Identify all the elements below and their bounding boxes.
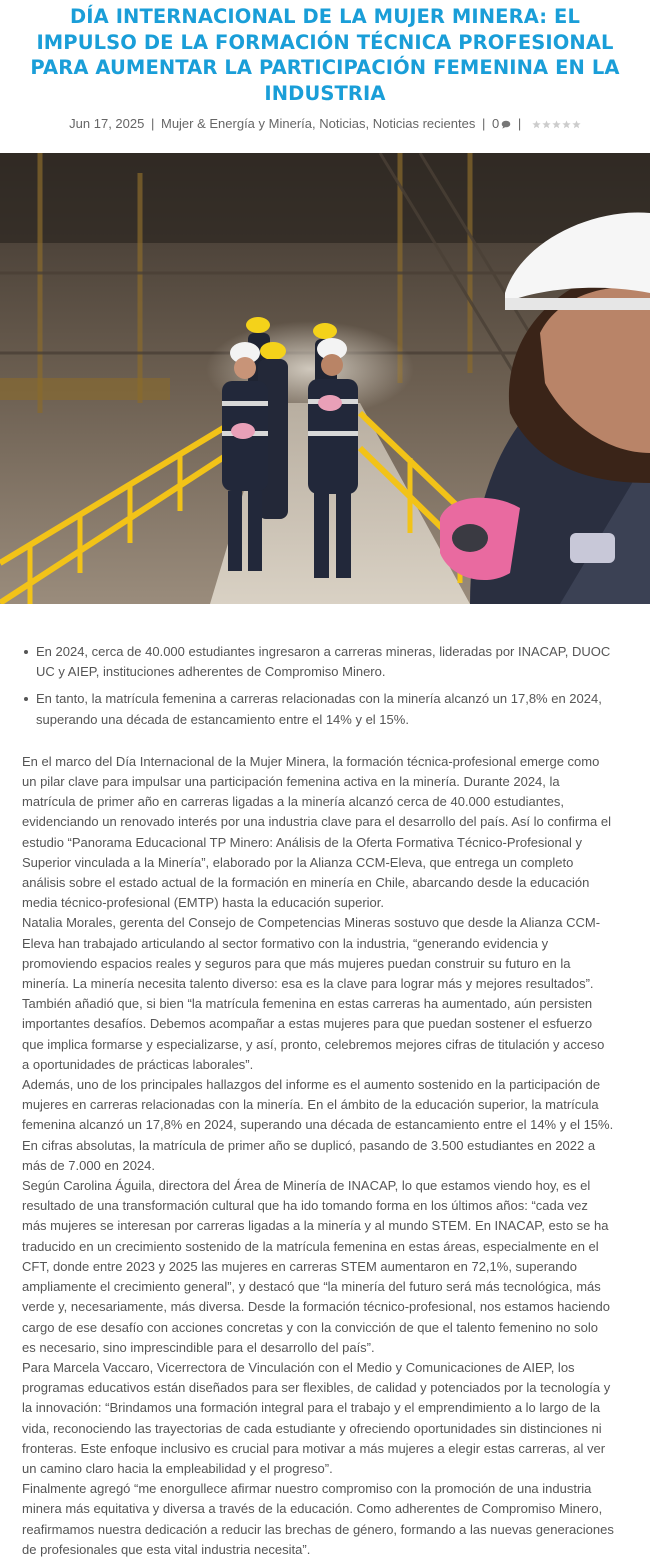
paragraph: Según Carolina Águila, directora del Área de Minería de INACAP, lo que estamos viendo hoy, es el resultado de una transformación cultural que ha ido tomando forma en los últimos años: “cada vez más mujeres se interesan por carreras ligadas a la minería y al mundo STEM. En INACAP, esto se ha traducido en un crecimiento sostenido de la matrícula femenina en estas áreas, especialmente en el CFT, donde entre 2023 y 2025 las mujeres en carreras STEM aumentaron en 72,1%, superando ampliamente el crecimiento general”, y destacó que “la minería del futuro será más tecnológica, más verde y, necesariamente, más diversa. Desde la formación técnico-profesional, nos estamos haciendo cargo de ese desafío con acciones concretas y con la convicción de que el talento femenino no solo es necesario, sino imprescindible para el desarrollo del país”. — [22, 1178, 610, 1355]
rating-star-icon[interactable] — [562, 120, 571, 129]
comment-count: 0 — [491, 116, 500, 131]
rating-star-icon[interactable] — [542, 120, 551, 129]
page-title: DÍA INTERNACIONAL DE LA MUJER MINERA: EL IMPULSO DE LA FORMACIÓN TÉCNICA PROFESIONAL PARA AUMENTAR LA PARTICIPACIÓN FEMENINA EN LA INDUSTRIA — [30, 5, 620, 105]
key-points-list — [22, 642, 614, 730]
rating-star-icon[interactable] — [532, 120, 541, 129]
rating-star-icon[interactable] — [552, 120, 561, 129]
paragraph: Además, uno de los principales hallazgos del informe es el aumento sostenido en la participación de mujeres en carreras relacionadas con la minería. En el ámbito de la educación superior, la matrícula femenina alcanzó un 17,8% en 2024, superando una década de estancamiento entre el 14% y el 15%. En cifras absolutas, la matrícula de primer año se duplicó, pasando de 3.500 estudiantes en 2022 a más de 7.000 en 2024. — [22, 1077, 614, 1173]
meta-separator: | — [517, 116, 522, 131]
category-link-mujer[interactable]: Mujer & Energía y Minería — [160, 116, 312, 131]
comment-bubble-icon — [501, 120, 511, 129]
rating-star-icon[interactable] — [572, 120, 581, 129]
paragraph: Finalmente agregó “me enorgullece afirmar nuestro compromiso con la promoción de una industria minera más equitativa y diversa a través de la educación. Como adherentes de Compromiso Minero, reafirmamos nuestra dedicación a reducir las brechas de género, formando a las nuevas generaciones de profesionales que esta vital industria necesita”. — [22, 1481, 614, 1557]
post-date: Jun 17, 2025 — [69, 116, 145, 131]
article-paragraphs — [22, 752, 614, 1560]
paragraph: Natalia Morales, gerenta del Consejo de Competencias Mineras sostuvo que desde la Alianza CCM-Eleva han trabajado articulando al sector formativo con la industria, “generando evidencia y promoviendo espacios reales y seguros para que más mujeres puedan construir su futuro en la minería. La minería necesita talento diverso: esa es la clave para lograr más y mejores resultados”. También añadió que, si bien “la matrícula femenina en estas carreras ha aumentado, aún persisten importantes desafíos. Debemos acompañar a estas mujeres para que puedan sostener el esfuerzo que implica formarse y especializarse, y así, pronto, celebremos mejores cifras de titulación y acceso a oportunidades de prácticas laborales”. — [22, 915, 605, 1072]
list-item: En tanto, la matrícula femenina a carreras relacionadas con la minería alcanzó un 17,8% en 2024, superando una década de estancamiento entre el 14% y el 15%. — [36, 689, 614, 729]
hero-image — [0, 153, 650, 604]
category-comma: , — [312, 116, 320, 131]
category-link-noticias-recientes[interactable]: Noticias recientes — [372, 116, 476, 131]
rating-stars — [532, 120, 581, 129]
category-link-noticias[interactable]: Noticias — [319, 116, 366, 131]
post-meta — [0, 115, 650, 133]
paragraph: En el marco del Día Internacional de la Mujer Minera, la formación técnica-profesional emerge como un pilar clave para impulsar una participación femenina activa en la minería. Durante 2024, la matrícula de primer año en carreras ligadas a la minería alcanzó cerca de 40.000 estudiantes, evidenciando un renovado interés por una industria clave para el desarrollo del país. Así lo confirma el estudio “Panorama Educacional TP Minero: Análisis de la Oferta Formativa Técnico-Profesional y Superior vinculada a la Minería”, elaborado por la Alianza CCM-Eleva, que entrega un completo análisis sobre el estado actual de la formación en minería en Chile, abarcando desde la educación media técnico-profesional (EMTP) hasta la educación superior. — [22, 753, 611, 911]
category-comma: , — [365, 116, 373, 131]
meta-separator: | — [150, 116, 155, 131]
photo-women-miners-icon — [0, 153, 650, 604]
comments-link[interactable] — [492, 115, 511, 133]
meta-separator: | — [481, 116, 486, 131]
list-item: En 2024, cerca de 40.000 estudiantes ingresaron a carreras mineras, lideradas por INACAP, DUOC UC y AIEP, instituciones adherentes de Compromiso Minero. — [36, 642, 614, 682]
paragraph: Para Marcela Vaccaro, Vicerrectora de Vinculación con el Medio y Comunicaciones de AIEP, los programas educativos están diseñados para ser flexibles, de calidad y potenciados por la tecnología y la innovación: “Brindamos una formación integral para el trabajo y el emprendimiento a lo largo de la vida, reconociendo las trayectorias de cada estudiante y ofreciendo oportunidades sin distinciones ni fronteras. Este enfoque inclusivo es crucial para motivar a más mujeres a elegir estas carreras, al ver un camino claro hacia la empleabilidad y el progreso”. — [22, 1359, 611, 1476]
article-body — [22, 642, 614, 1560]
